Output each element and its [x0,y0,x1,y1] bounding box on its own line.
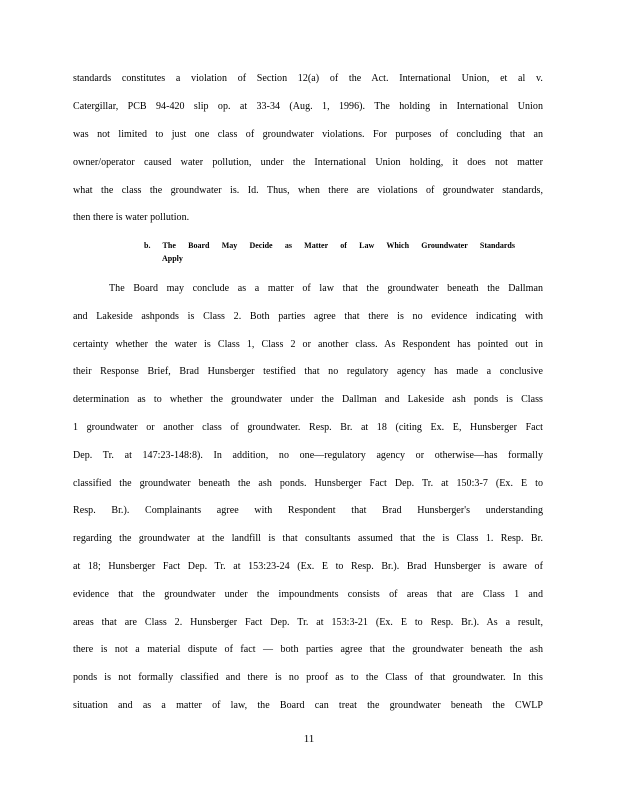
text-line: then there is water pollution. [73,212,190,223]
text-line: what the class the groundwater is. Id. Thus, when there are violations of groundwater standards, [73,185,543,196]
text-line: was not limited to just one class of groundwater violations. For purposes of concluding that an [73,129,543,140]
text-line: evidence that the groundwater under the impoundments consists of areas that are Class 1 and [73,589,543,600]
text-line: there is not a material dispute of fact — both parties agree that the groundwater beneath the ash [73,644,543,655]
text-line: their Response Brief, Brad Hunsberger testified that no regulatory agency has made a conclusive [73,366,543,377]
text-line: regarding the groundwater at the landfill is that consultants assumed that the is Class 1. Resp. Br. [73,533,543,544]
text-line: certainty whether the water is Class 1, Class 2 or another class. As Respondent has pointed out in [73,339,543,350]
text-line: 1 groundwater or another class of groundwater. Resp. Br. at 18 (citing Ex. E, Hunsberger Fact [73,422,543,433]
text-line: at 18; Hunsberger Fact Dep. Tr. at 153:23-24 (Ex. E to Resp. Br.). Brad Hunsberger is aware of [73,561,543,572]
text-line: owner/operator caused water pollution, under the International Union holding, it does not matter [73,157,543,168]
text-line: classified the groundwater beneath the ash ponds. Hunsberger Fact Dep. Tr. at 150:3-7 (Ex. E to [73,478,543,489]
text-line: Dep. Tr. at 147:23-148:8). In addition, no one—regulatory agency or otherwise—has formally [73,450,543,461]
section-heading-continued: Apply [162,254,183,263]
text-line: ponds is not formally classified and there is no proof as to the Class of that groundwater. In this [73,672,543,683]
text-line: areas that are Class 2. Hunsberger Fact Dep. Tr. at 153:3-21 (Ex. E to Resp. Br.). As a result, [73,617,543,628]
text-line: standards constitutes a violation of Section 12(a) of the Act. International Union, et al v. [73,73,543,84]
text-line: and Lakeside ashponds is Class 2. Both parties agree that there is no evidence indicating with [73,311,543,322]
text-line: Resp. Br.). Complainants agree with Respondent that Brad Hunsberger's understanding [73,505,543,516]
text-line: determination as to whether the groundwater under the Dallman and Lakeside ash ponds is Class [73,394,543,405]
section-heading: b. The Board May Decide as Matter of Law Which Groundwater Standards [144,241,515,250]
text-line: Catergillar, PCB 94-420 slip op. at 33-34 (Aug. 1, 1996). The holding in International Union [73,101,543,112]
text-line: situation and as a matter of law, the Board can treat the groundwater beneath the CWLP [73,700,543,711]
page-number: 11 [303,733,315,745]
paragraph-first-line: The Board may conclude as a matter of law that the groundwater beneath the Dallman [109,283,543,294]
